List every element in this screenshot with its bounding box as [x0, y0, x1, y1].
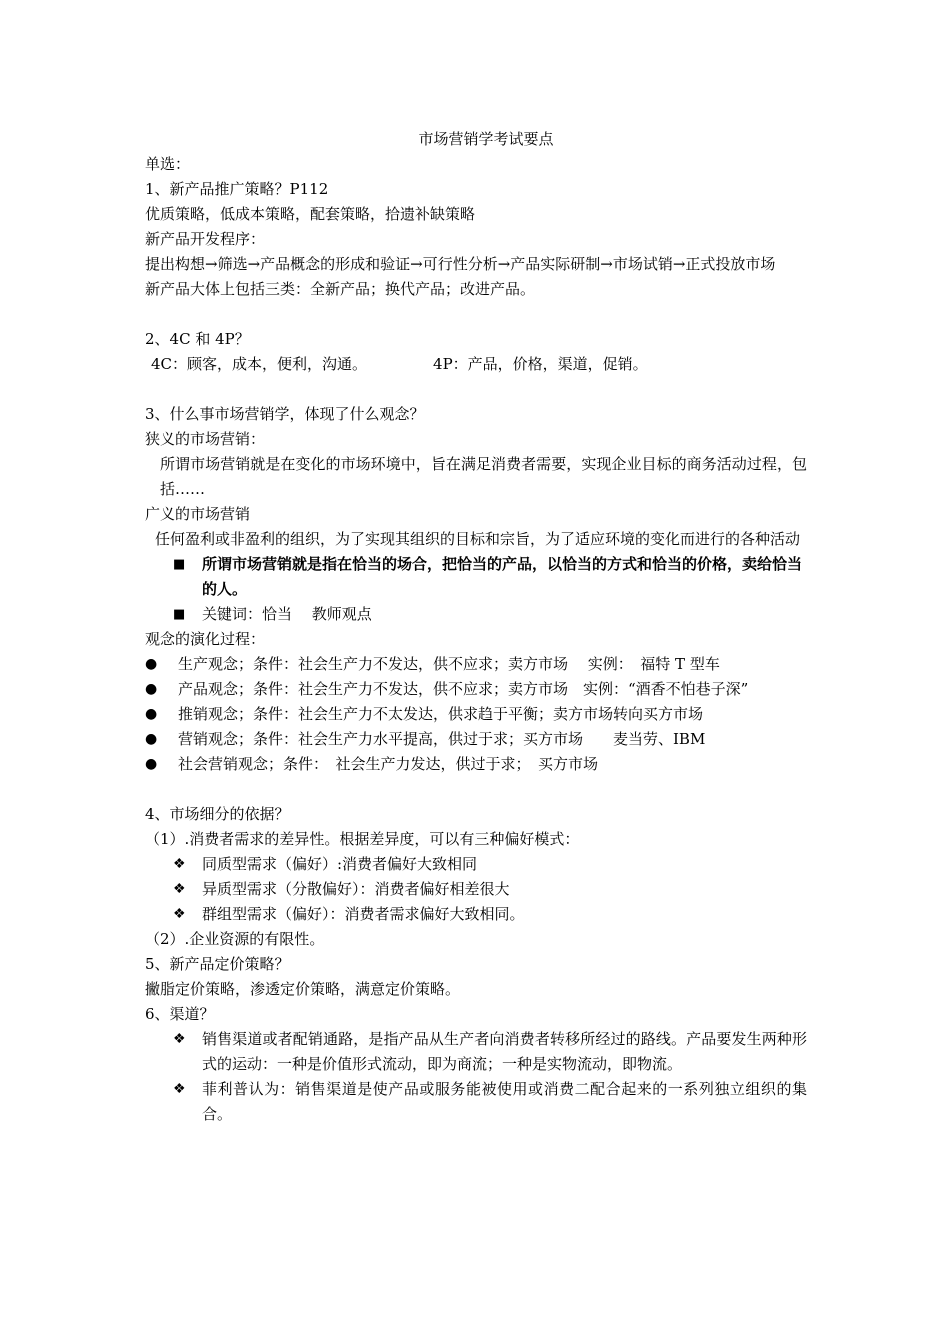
dot-bullet-icon: ●	[145, 756, 158, 772]
diamond-bullet-icon: ❖	[173, 856, 186, 872]
list-item-pattern	[145, 877, 807, 902]
list-item-channel	[145, 1027, 807, 1077]
q2-answer	[145, 352, 807, 377]
list-item-square	[145, 552, 807, 602]
list-item-square	[145, 602, 807, 627]
q3-narrow-definition: 所谓市场营销就是在变化的市场环境中，旨在满足消费者需要，实现企业目标的商务活动过程，包括……	[160, 455, 807, 498]
list-item-text: 菲利普认为：销售渠道是使产品或服务能被使用或消费二配合起来的一系列独立组织的集合。	[202, 1080, 807, 1123]
diamond-bullet-icon: ❖	[173, 1031, 186, 1047]
list-item-text: 群组型需求（偏好）：消费者需求偏好大致相同。	[202, 905, 525, 923]
list-item-concept	[145, 677, 807, 702]
q1-procedure: 提出构想→筛选→产品概念的形成和验证→可行性分析→产品实际研制→市场试销→正式投放市场	[145, 255, 776, 273]
q6-heading: 6、渠道？	[145, 1005, 215, 1023]
q4-point-2: （2）.企业资源的有限性。	[145, 930, 325, 948]
list-item-pattern	[145, 852, 807, 877]
q3-broad-label: 广义的市场营销	[145, 505, 251, 523]
dot-bullet-icon: ●	[145, 656, 158, 672]
q3-broad-definition: 任何盈利或非盈利的组织，为了实现其组织的目标和宗旨，为了适应环境的变化而进行的各种活动	[155, 530, 801, 548]
document-body	[145, 127, 807, 1127]
q4-heading: 4、市场细分的依据？	[145, 805, 290, 823]
diamond-bullet-icon: ❖	[173, 906, 186, 922]
list-item-text: 同质型需求（偏好）:消费者偏好大致相同	[202, 855, 478, 873]
spacer	[145, 302, 807, 327]
list-item-text: 关键词：恰当 教师观点	[202, 605, 372, 623]
square-bullet-icon: ■	[173, 607, 186, 622]
list-item-text: 销售渠道或者配销通路，是指产品从生产者向消费者转移所经过的路线。产品要发生两种形式的运动：一种是价值形式流动，即为商流；一种是实物流动，即物流。	[202, 1030, 807, 1073]
q2-heading: 2、4C 和 4P？	[145, 330, 250, 348]
dot-bullet-icon: ●	[145, 706, 158, 722]
spacer	[145, 777, 807, 802]
list-item-text: 异质型需求（分散偏好）：消费者偏好相差很大	[202, 880, 510, 898]
q3-narrow-label: 狭义的市场营销：	[145, 430, 266, 448]
list-item-concept	[145, 702, 807, 727]
q4-point-1: （1）.消费者需求的差异性。根据差异度，可以有三种偏好模式：	[145, 830, 580, 848]
q5-heading: 5、新产品定价策略？	[145, 955, 290, 973]
document-title: 市场营销学考试要点	[418, 130, 554, 148]
q1-heading: 1、新产品推广策略？P112	[145, 180, 329, 198]
list-item-concept	[145, 752, 807, 777]
diamond-bullet-icon: ❖	[173, 881, 186, 897]
q1-strategies: 优质策略，低成本策略，配套策略，拾遗补缺策略	[145, 205, 476, 223]
list-item-concept	[145, 727, 807, 752]
list-item-channel	[145, 1077, 807, 1127]
list-item-text: 所谓市场营销就是指在恰当的场合，把恰当的产品，以恰当的方式和恰当的价格，卖给恰当的人。	[202, 555, 803, 598]
q3-heading: 3、什么事市场营销学，体现了什么观念？	[145, 405, 425, 423]
list-item-concept	[145, 652, 807, 677]
list-item-pattern	[145, 902, 807, 927]
q5-answer: 撇脂定价策略，渗透定价策略，满意定价策略。	[145, 980, 461, 998]
dot-bullet-icon: ●	[145, 731, 158, 747]
spacer	[145, 377, 807, 402]
q2-4p: 4P：产品，价格，渠道，促销。	[433, 355, 648, 373]
q2-4c: 4C：顾客，成本，便利，沟通。	[151, 355, 368, 373]
q1-procedure-label: 新产品开发程序：	[145, 230, 266, 248]
list-item-text: 营销观念；条件：社会生产力水平提高，供过于求；买方市场 麦当劳、IBM	[178, 730, 706, 748]
list-item-text: 社会营销观念；条件： 社会生产力发达，供过于求； 买方市场	[178, 755, 599, 773]
diamond-bullet-icon: ❖	[173, 1081, 186, 1097]
list-item-text: 推销观念；条件：社会生产力不太发达，供求趋于平衡；卖方市场转向买方市场	[178, 705, 704, 723]
dot-bullet-icon: ●	[145, 681, 158, 697]
q1-categories: 新产品大体上包括三类：全新产品；换代产品；改进产品。	[145, 280, 536, 298]
q3-evolution-label: 观念的演化过程：	[145, 630, 266, 648]
section-label-single-choice: 单选：	[145, 155, 191, 173]
square-bullet-icon: ■	[173, 557, 186, 572]
list-item-text: 生产观念；条件：社会生产力不发达，供不应求；卖方市场 实例： 福特 T 型车	[178, 655, 720, 673]
list-item-text: 产品观念；条件：社会生产力不发达，供不应求；卖方市场 实例：“酒香不怕巷子深”	[178, 680, 749, 698]
